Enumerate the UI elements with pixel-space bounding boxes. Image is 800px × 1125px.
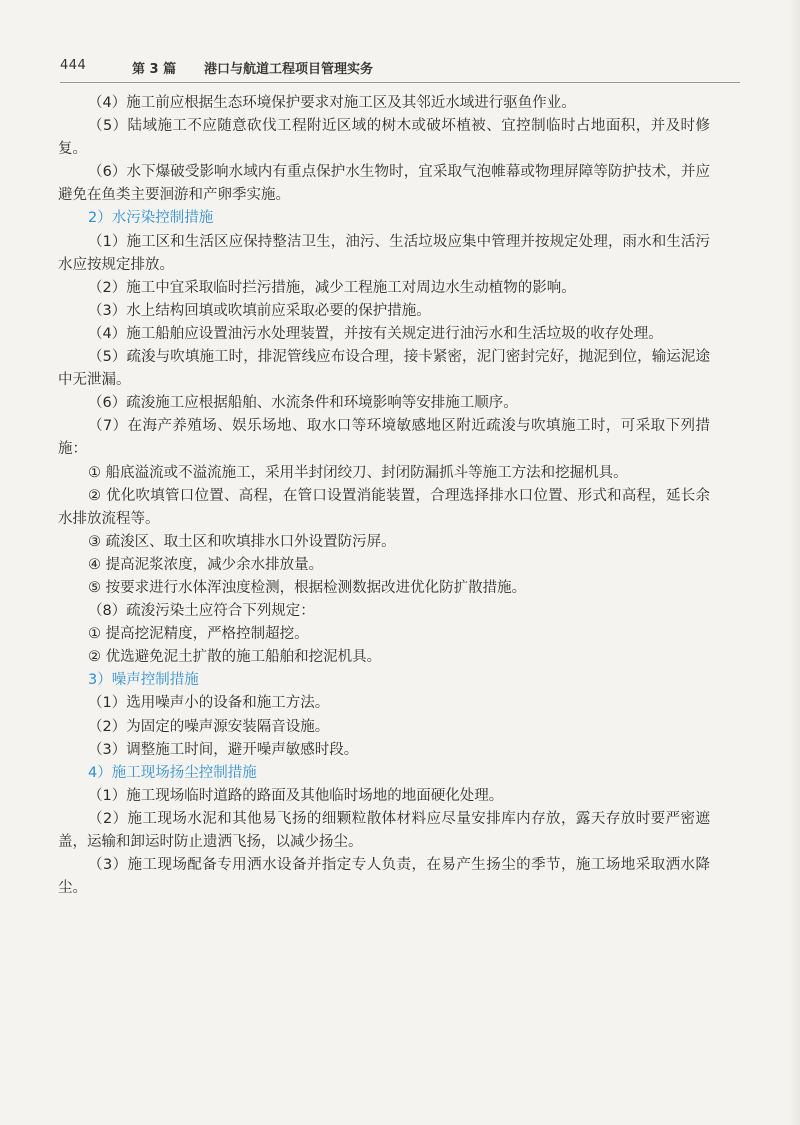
list-item: ⑤ 按要求进行水体浑浊度检测，根据检测数据改进优化防扩散措施。 [88, 579, 527, 596]
section-heading-dust: 4）施工现场扬尘控制措施 [88, 764, 257, 781]
paragraph: （1）选用噪声小的设备和施工方法。 [88, 695, 330, 712]
paragraph: （8）疏浚污染土应符合下列规定： [88, 603, 315, 620]
page-number: 444 [60, 58, 87, 73]
book-title: 港口与航道工程项目管理实务 [204, 62, 374, 77]
running-head [60, 58, 740, 80]
paragraph: （4）施工船舶应设置油污水处理装置，并按有关规定进行油污水和生活垃圾的收存处理。 [88, 325, 663, 342]
paragraph: （3）施工现场配备专用洒水设备并指定专人负责，在易产生扬尘的季节，施工场地采取洒水降尘。 [58, 857, 710, 897]
paragraph: （6）水下爆破受影响水域内有重点保护水生物时，宜采取气泡帷幕或物理屏障等防护技术，并应避免在鱼类主要洄游和产卵季实施。 [58, 164, 710, 204]
paragraph: （2）为固定的噪声源安装隔音设施。 [88, 718, 330, 735]
paragraph: （4）施工前应根据生态环境保护要求对施工区及其邻近水域进行驱鱼作业。 [88, 95, 576, 111]
paragraph: （3）水上结构回填或吹填前应采取必要的保护措施。 [88, 302, 431, 319]
list-item: ① 提高挖泥精度，严格控制超挖。 [88, 626, 309, 643]
paragraph: （2）施工现场水泥和其他易飞扬的细颗粒散体材料应尽量安排库内存放，露天存放时要严密遮盖，运输和卸运时防止遗洒飞扬，以减少扬尘。 [58, 810, 710, 850]
list-item: ③ 疏浚区、取土区和吹填排水口外设置防污屏。 [88, 533, 396, 550]
section-heading-water-pollution: 2）水污染控制措施 [88, 210, 214, 227]
paragraph: （3）调整施工时间，避开噪声敏感时段。 [88, 741, 359, 758]
paragraph: （6）疏浚施工应根据船舶、水流条件和环境影响等安排施工顺序。 [88, 395, 518, 412]
paragraph: （2）施工中宜采取临时拦污措施，减少工程施工对周边水生动植物的影响。 [88, 279, 576, 296]
list-item: ① 船底溢流或不溢流施工，采用半封闭绞刀、封闭防漏抓斗等施工方法和挖掘机具。 [88, 464, 628, 481]
list-item: ② 优选避免泥土扩散的施工船舶和挖泥机具。 [88, 649, 382, 666]
paragraph: （5）陆域施工不应随意砍伐工程附近区域的树木或破坏植被、宜控制临时占地面积，并及时修复。 [58, 118, 710, 158]
header-rule [60, 82, 740, 83]
paragraph: （5）疏浚与吹填施工时，排泥管线应布设合理，接卡紧密，泥门密封完好，抛泥到位，输运泥途中无泄漏。 [58, 349, 710, 389]
paragraph: （7）在海产养殖场、娱乐场地、取水口等环境敏感地区附近疏浚与吹填施工时，可采取下列措施： [58, 418, 710, 458]
list-item: ④ 提高泥浆浓度，减少余水排放量。 [88, 556, 324, 573]
part-label: 第 3 篇 [132, 62, 177, 77]
list-item: ② 优化吹填管口位置、高程，在管口设置消能装置，合理选择排水口位置、形式和高程，延长余水排放流程等。 [58, 487, 710, 527]
paragraph: （1）施工区和生活区应保持整洁卫生，油污、生活垃圾应集中管理并按规定处理，雨水和生活污水应按规定排放。 [58, 233, 710, 273]
page-body [58, 92, 710, 900]
paragraph: （1）施工现场临时道路的路面及其他临时场地的地面硬化处理。 [88, 787, 504, 804]
section-heading-noise: 3）噪声控制措施 [88, 672, 199, 689]
page-edge [790, 0, 800, 1125]
